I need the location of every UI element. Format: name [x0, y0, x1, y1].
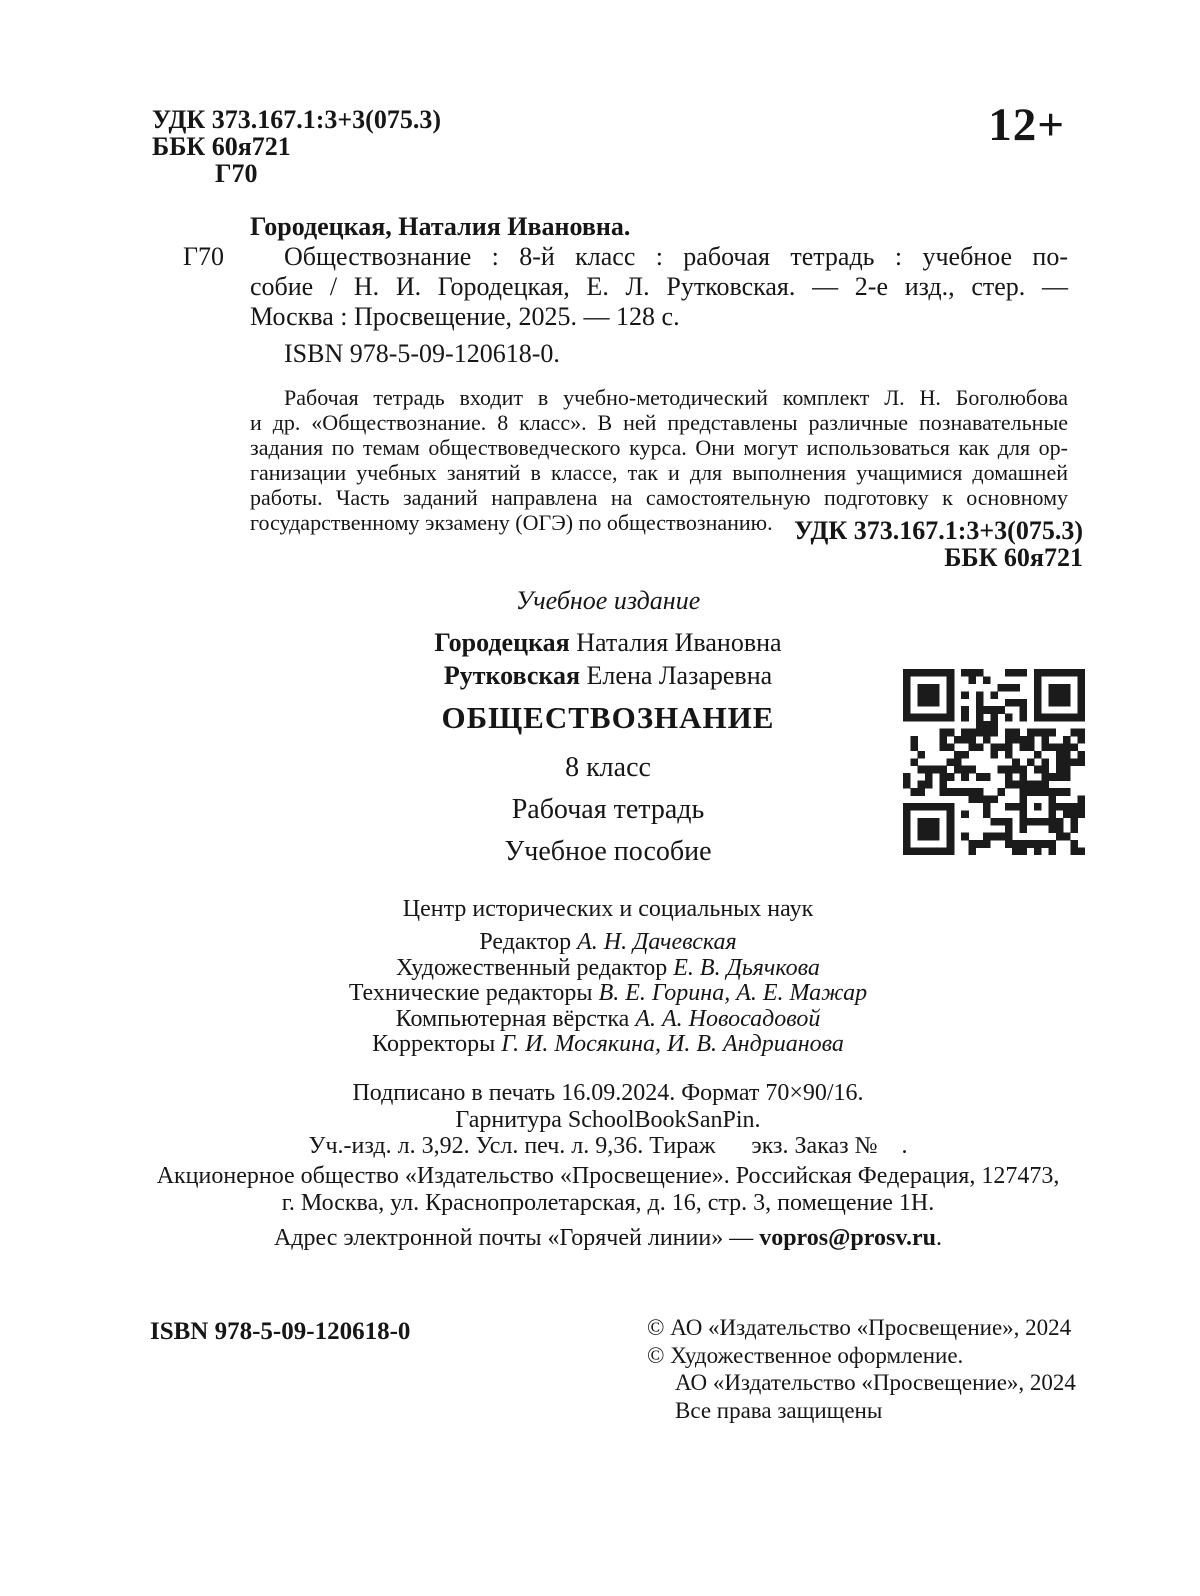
credit-role-line	[16, 1007, 1200, 1033]
annotation-line: Рабочая тетрадь входит в учебно-методический комплект Л. Н. Боголюбова	[284, 385, 1068, 410]
biblio-entry-line: Москва : Просвещение, 2025. — 128 с.	[250, 302, 680, 331]
print-info-line: Гарнитура SchoolBookSanPin.	[455, 1106, 761, 1133]
credit-role-names: А. Н. Дачевская	[577, 929, 737, 955]
annotation-line: и др. «Обществознание. 8 класс». В ней представлены различные познавательные	[250, 410, 1068, 435]
age-rating-badge: 12+	[988, 99, 1065, 151]
copyright-block	[647, 1314, 1076, 1424]
credit-role-label: Художественный редактор	[396, 954, 668, 981]
publisher-address-line: Акционерное общество «Издательство «Просвещение». Российская Федерация, 127473,	[156, 1163, 1060, 1189]
credits-department: Центр исторических и социальных наук	[402, 896, 814, 922]
credit-role-names: Е. В. Дьячкова	[673, 954, 820, 981]
print-info-block	[16, 1080, 1200, 1160]
subtitle-workbook: Рабочая тетрадь	[511, 794, 705, 825]
biblio-author-heading: Городецкая, Наталия Ивановна.	[250, 212, 631, 241]
publisher-address-line: г. Москва, ул. Краснопролетарская, д. 16, стр. 3, помещение 1Н.	[281, 1190, 935, 1216]
biblio-entry-line: собие / Н. И. Городецкая, Е. Л. Рутковская. — 2-е изд., стер. —	[250, 272, 1068, 301]
credit-role-label: Корректоры	[372, 1031, 496, 1057]
publisher-address-block	[16, 1163, 1200, 1217]
book-title: ОБЩЕСТВОЗНАНИЕ	[441, 700, 775, 735]
hotline-email: vopros@prosv.ru	[759, 1225, 937, 1251]
credit-role-line	[16, 1032, 1200, 1058]
udk-code: УДК 373.167.1:3+3(075.3)	[152, 105, 441, 134]
copyright-line: Все права защищены	[675, 1397, 883, 1423]
udk-code-right: УДК 373.167.1:3+3(075.3)	[794, 516, 1083, 545]
grade-label: 8 класс	[565, 752, 651, 783]
print-info-line: Уч.-изд. л. 3,92. Усл. печ. л. 9,36. Тираж экз. Заказ № .	[308, 1133, 908, 1159]
classification-codes	[152, 106, 441, 187]
credit-role-label: Редактор	[479, 929, 572, 955]
copyright-line: © Художественное оформление.	[647, 1342, 964, 1368]
bbk-code: ББК 60я721	[152, 132, 291, 161]
edition-kind-label: Учебное пособие	[504, 836, 712, 867]
edition-type-label: Учебное издание	[515, 586, 701, 615]
biblio-entry-line: Обществознание : 8-й класс : рабочая тетрадь : учебное по-	[284, 242, 1068, 271]
credit-role-line	[16, 930, 1200, 956]
credit-role-names: А. А. Новосадовой	[635, 1005, 821, 1032]
credit-role-label: Технические редакторы	[348, 980, 593, 1006]
print-info-line: Подписано в печать 16.09.2024. Формат 70×90/16.	[352, 1080, 864, 1106]
copyright-line: АО «Издательство «Просвещение», 2024	[675, 1370, 1076, 1395]
hotline-line: Адрес электронной почты «Горячей линии» — vopros@prosv.ru.	[273, 1225, 943, 1251]
annotation-line: работы. Часть заданий направлена на самостоятельную подготовку к основному	[250, 485, 1068, 510]
credit-role-line	[16, 981, 1200, 1007]
annotation-line: задания по темам обществоведческого курса. Они могут использоваться как для ор-	[250, 435, 1068, 460]
isbn-bottom: ISBN 978-5-09-120618-0	[150, 1318, 411, 1345]
biblio-isbn: ISBN 978-5-09-120618-0.	[284, 339, 560, 368]
copyright-line: © АО «Издательство «Просвещение», 2024	[647, 1315, 1072, 1340]
credit-role-line	[16, 956, 1200, 982]
annotation-line: ганизации учебных занятий в классе, так и для выполнения учащимися домашней	[250, 460, 1068, 485]
annotation-paragraph	[250, 385, 1068, 535]
bbk-code-right: ББК 60я721	[944, 542, 1083, 572]
qr-code	[903, 669, 1085, 855]
bibliographic-record	[183, 212, 1068, 369]
author-name-line: Городецкая Наталия Ивановна	[434, 628, 782, 657]
author-name-line: Рутковская Елена Лазаревна	[443, 661, 773, 690]
biblio-entry	[183, 242, 1068, 332]
author-sign-code: Г70	[215, 159, 258, 188]
classification-codes-right	[794, 518, 1083, 571]
biblio-entry-code: Г70	[183, 242, 225, 271]
annotation-line: государственному экзамену (ОГЭ) по обществознанию.	[250, 510, 773, 535]
credit-role-names: В. Е. Горина, А. Е. Мажар	[598, 980, 868, 1006]
credit-role-label: Компьютерная вёрстка	[395, 1005, 630, 1032]
credit-role-names: Г. И. Мосякина, И. В. Андрианова	[501, 1031, 844, 1057]
credits-roles	[16, 930, 1200, 1058]
